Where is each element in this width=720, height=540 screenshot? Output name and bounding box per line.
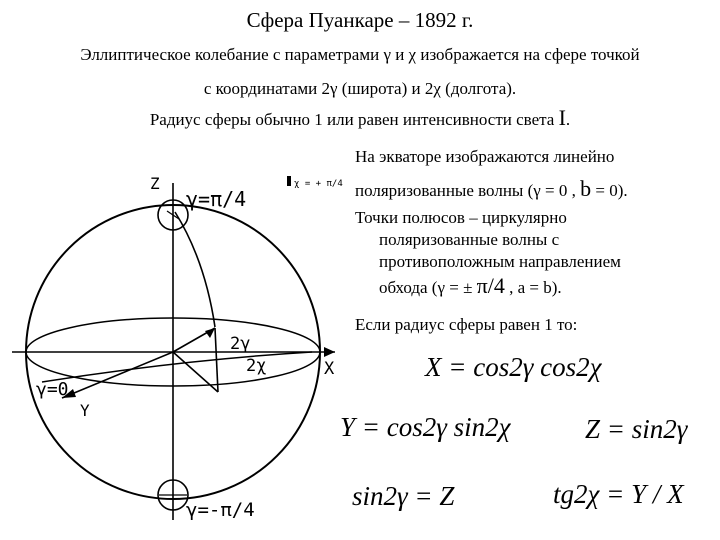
formula-latitude: sin2γ = Z bbox=[352, 481, 455, 511]
poles-note bbox=[355, 207, 621, 299]
meridian-arc bbox=[175, 212, 215, 327]
equator-note-line-1: На экваторе изображаются линейно bbox=[355, 147, 615, 166]
intro-line-3-text: Радиус сферы обычно 1 или равен интенсивности света bbox=[149, 110, 559, 129]
poles-note-line-1: Точки полюсов – циркулярно bbox=[355, 208, 567, 227]
longitude-angle-label: 2χ bbox=[246, 356, 267, 376]
formula-x: X = cos2γ cos2χ bbox=[425, 352, 602, 382]
intro-line-2: с координатами 2γ (широта) и 2χ (долгота). bbox=[203, 79, 517, 98]
poles-note-line-3: противоположным направлением bbox=[379, 252, 621, 271]
intro-line-1: Эллиптическое колебание с параметрами γ и χ изображается на сфере точкой bbox=[80, 45, 640, 64]
tiny-circular-icon bbox=[287, 176, 291, 186]
equator-label: γ=0 bbox=[36, 379, 69, 400]
north-pole-label: γ=π/4 bbox=[186, 187, 247, 211]
radius-vector-arrowhead bbox=[205, 328, 215, 338]
y-axis-label: Y bbox=[80, 401, 90, 420]
page-title: Сфера Пуанкаре – 1892 г. bbox=[246, 8, 474, 32]
poles-note-line-4: обхода (γ = ± π/4 , a = b). bbox=[379, 273, 562, 298]
south-pole-label: γ=-π/4 bbox=[186, 499, 255, 521]
y-axis bbox=[62, 352, 173, 398]
formula-z: Z = sin2γ bbox=[585, 414, 688, 444]
tiny-note: χ = + π/4 bbox=[294, 179, 343, 189]
intro-line-3-end: . bbox=[565, 110, 571, 129]
intro-line-3 bbox=[0, 105, 720, 131]
z-axis-label: Z bbox=[150, 174, 160, 193]
poles-note-line-2: поляризованные волны с bbox=[379, 230, 560, 249]
x-axis-arrowhead bbox=[324, 347, 335, 357]
latitude-angle-label: 2γ bbox=[230, 334, 251, 354]
equator-note-line-2: поляризованные волны (γ = 0 , b = 0). bbox=[355, 176, 628, 201]
intensity-symbol: I bbox=[558, 105, 566, 130]
formula-longitude: tg2χ = Y / X bbox=[553, 479, 684, 509]
x-axis-label: X bbox=[324, 359, 335, 379]
unit-radius-note: Если радиус сферы равен 1 то: bbox=[355, 315, 578, 334]
formula-y: Y = cos2γ sin2χ bbox=[340, 412, 511, 442]
equator-note bbox=[355, 146, 628, 202]
poincare-sphere-diagram bbox=[0, 160, 350, 540]
